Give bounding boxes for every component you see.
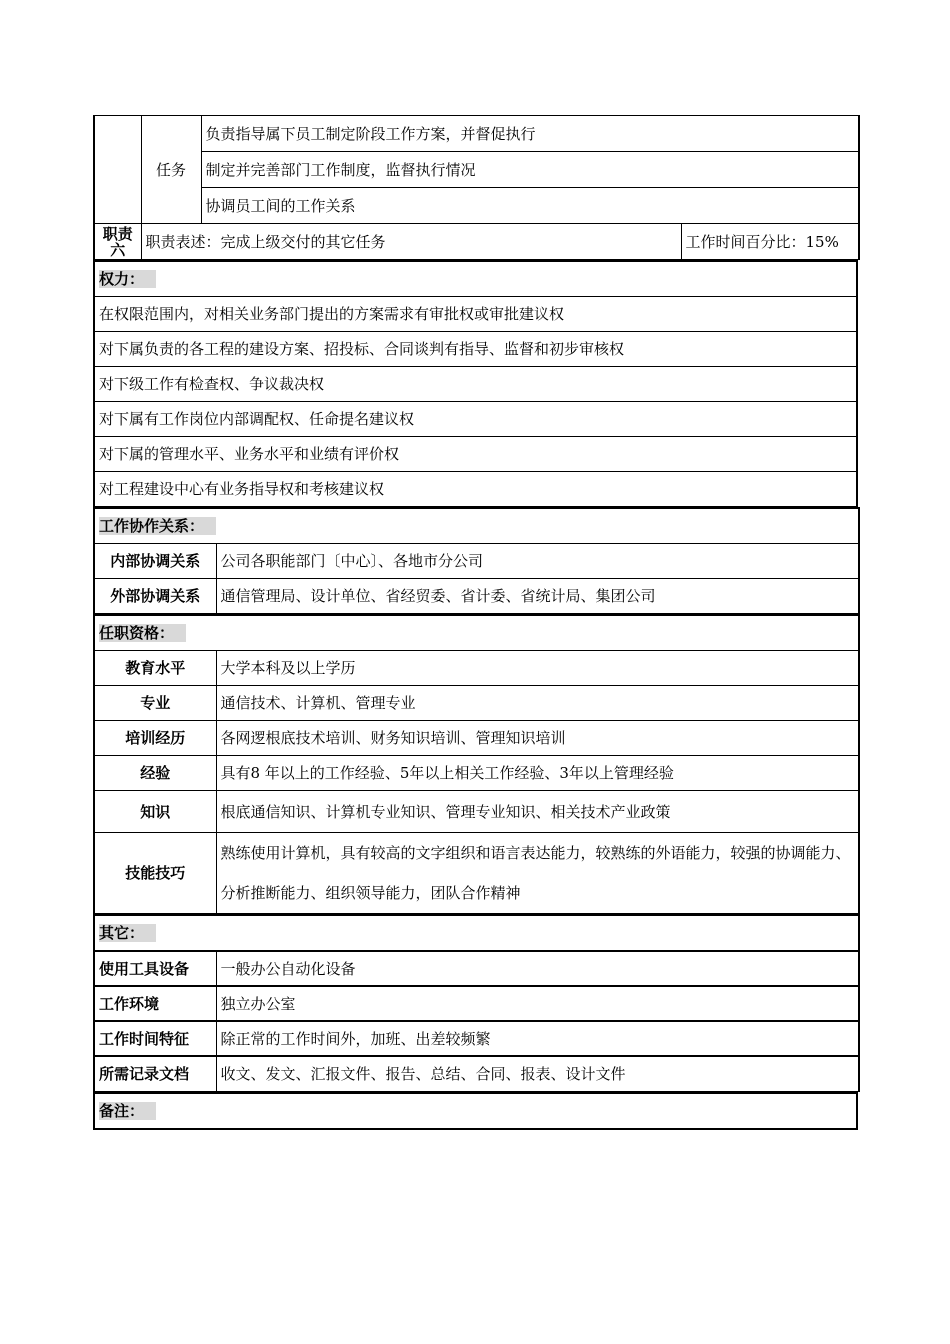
duty-number-blank [94, 116, 141, 224]
qualification-header: 任职资格： [94, 615, 859, 651]
knowledge-label: 知识 [94, 791, 216, 833]
internal-coordination-value: 公司各职能部门〔中心〕、各地市分公司 [216, 544, 859, 579]
documents-label: 所需记录文档 [94, 1056, 216, 1091]
remarks-header: 备注： [94, 1093, 857, 1129]
authority-table [93, 260, 858, 507]
task-label: 任务 [141, 116, 201, 224]
environment-label: 工作环境 [94, 986, 216, 1021]
collaboration-table [93, 507, 860, 614]
time-percent: 工作时间百分比：15% [681, 224, 859, 260]
authority-item: 对下属的管理水平、业务水平和业绩有评价权 [94, 437, 857, 472]
documents-value: 收文、发文、汇报文件、报告、总结、合同、报表、设计文件 [216, 1056, 859, 1091]
major-value: 通信技术、计算机、管理专业 [216, 686, 859, 721]
tools-value: 一般办公自动化设备 [216, 951, 859, 986]
task-item: 制定并完善部门工作制度，监督执行情况 [201, 152, 859, 188]
authority-item: 对工程建设中心有业务指导权和考核建议权 [94, 472, 857, 507]
major-label: 专业 [94, 686, 216, 721]
training-value: 各网逻根底技术培训、财务知识培训、管理知识培训 [216, 721, 859, 756]
authority-item: 在权限范围内，对相关业务部门提出的方案需求有审批权或审批建议权 [94, 297, 857, 332]
skills-label: 技能技巧 [94, 833, 216, 914]
other-table [93, 914, 860, 1092]
environment-value: 独立办公室 [216, 986, 859, 1021]
job-description-document [93, 115, 858, 1130]
tools-label: 使用工具设备 [94, 951, 216, 986]
experience-value: 具有8 年以上的工作经验、5年以上相关工作经验、3年以上管理经验 [216, 756, 859, 791]
authority-header: 权力： [94, 261, 857, 297]
duty-description: 职责表述：完成上级交付的其它任务 [141, 224, 681, 260]
external-coordination-value: 通信管理局、设计单位、省经贸委、省计委、省统计局、集团公司 [216, 579, 859, 614]
task-item: 负责指导属下员工制定阶段工作方案，并督促执行 [201, 116, 859, 152]
education-value: 大学本科及以上学历 [216, 651, 859, 686]
internal-coordination-label: 内部协调关系 [94, 544, 216, 579]
work-time-label: 工作时间特征 [94, 1021, 216, 1056]
other-header: 其它： [94, 915, 859, 951]
qualification-table [93, 614, 860, 914]
skills-value: 熟练使用计算机，具有较高的文字组织和语言表达能力，较熟练的外语能力，较强的协调能力、分析推断能力、组织领导能力，团队合作精神 [216, 833, 859, 914]
training-label: 培训经历 [94, 721, 216, 756]
work-time-value: 除正常的工作时间外，加班、出差较频繁 [216, 1021, 859, 1056]
remarks-table [93, 1092, 858, 1130]
external-coordination-label: 外部协调关系 [94, 579, 216, 614]
experience-label: 经验 [94, 756, 216, 791]
authority-item: 对下级工作有检查权、争议裁决权 [94, 367, 857, 402]
duty-six-label [94, 224, 141, 260]
authority-item: 对下属有工作岗位内部调配权、任命提名建议权 [94, 402, 857, 437]
task-item: 协调员工间的工作关系 [201, 188, 859, 224]
task-table [93, 115, 860, 260]
authority-item: 对下属负责的各工程的建设方案、招投标、合同谈判有指导、监督和初步审核权 [94, 332, 857, 367]
knowledge-value: 根底通信知识、计算机专业知识、管理专业知识、相关技术产业政策 [216, 791, 859, 833]
duty-label-line1: 职责 [102, 224, 133, 243]
duty-label-line2: 六 [110, 240, 126, 259]
education-label: 教育水平 [94, 651, 216, 686]
collaboration-header: 工作协作关系： [94, 508, 859, 544]
